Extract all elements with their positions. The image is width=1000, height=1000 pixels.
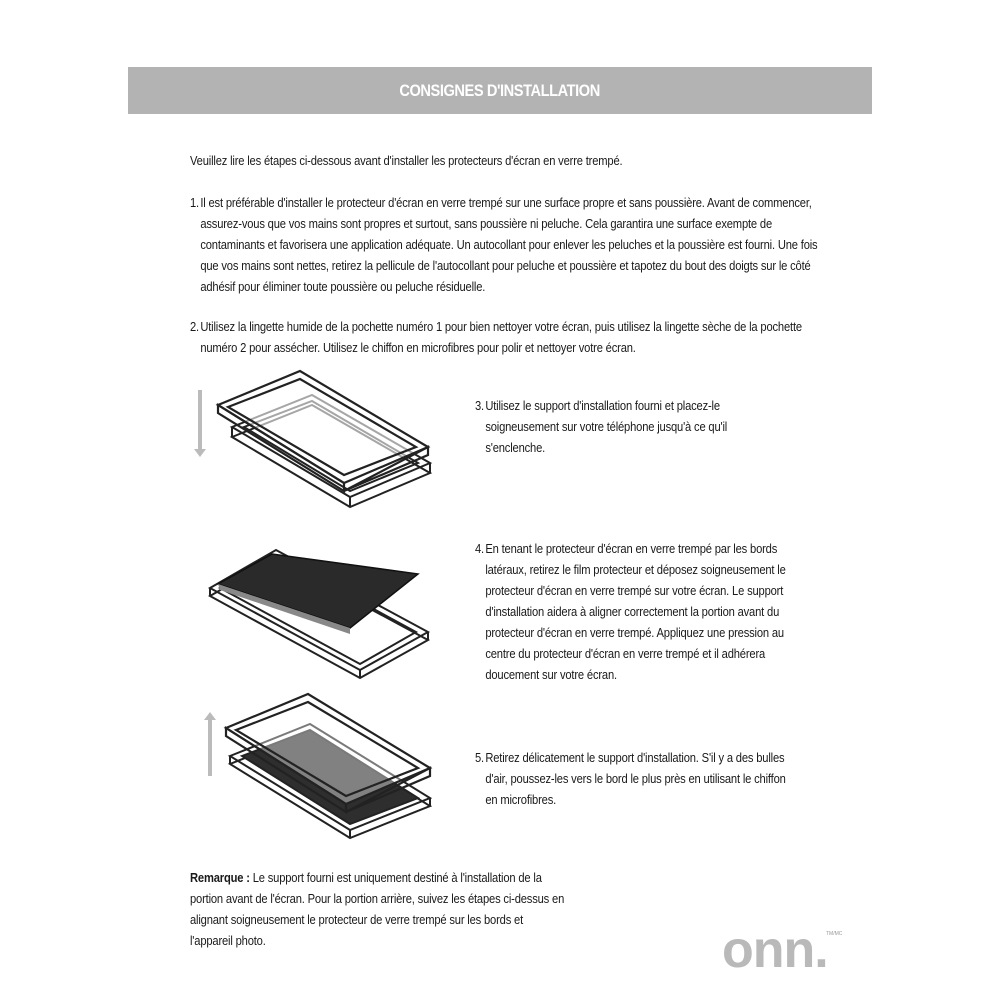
down-arrow-icon <box>194 390 206 457</box>
illustration-frame-removal <box>198 688 443 848</box>
up-arrow-icon <box>204 712 216 776</box>
page-title: CONSIGNES D'INSTALLATION <box>399 80 601 100</box>
step-5 <box>475 747 793 810</box>
step-text: Utilisez le support d'installation fourni et placez-le soigneusement sur votre téléphone jusqu'à ce qu'il s'enclenche. <box>485 398 728 455</box>
step-1 <box>190 192 826 297</box>
step-number: 3. <box>475 398 484 413</box>
trademark-mark: TM/MC <box>826 931 843 937</box>
note-text <box>190 867 568 951</box>
section-header <box>128 67 872 114</box>
step-number: 2. <box>190 319 199 334</box>
illustration-frame-placement <box>190 365 440 525</box>
note-body: Le support fourni est uniquement destiné à l'installation de la portion avant de l'écran. Pour la portion arrière, suivez les étapes ci-dessus en alignant soigneusement le protecteur de verre trempé sur les bords et l'appareil photo. <box>190 870 565 948</box>
step-text: En tenant le protecteur d'écran en verre trempé par les bords latéraux, retirez le film protecteur et déposez soigneusement le protecteur d'écran en verre trempé sur votre écran. Le support d'installation aidera à aligner correctement la portion avant du protecteur d'écran en verre trempé. Appliquez une pression au centre du protecteur d'écran en verre trempé et il adhérera doucement sur votre écran. <box>485 541 786 682</box>
brand-logo: onn. <box>722 921 828 979</box>
note-label: Remarque : <box>190 870 250 885</box>
step-text: Il est préférable d'installer le protecteur d'écran en verre trempé sur une surface propre et sans poussière. Avant de commencer, assurez-vous que vos mains sont propres et surtout, sans poussière ni peluche. Cela garantira une surface exempte de contaminants et favorisera une application adéquate. Un autocollant pour enlever les peluches et la poussière est fourni. Une fois que vos mains sont nettes, retirez la pellicule de l'autocollant pour peluche et poussière et tapotez du bout des doigts sur le côté adhésif pour éliminer toute poussière ou peluche résiduelle. <box>200 195 818 294</box>
step-3 <box>475 395 767 458</box>
step-number: 1. <box>190 195 199 210</box>
intro-text: Veuillez lire les étapes ci-dessous avant d'installer les protecteurs d'écran en verre trempé. <box>190 153 623 168</box>
step-2 <box>190 316 826 358</box>
step-text: Utilisez la lingette humide de la pochette numéro 1 pour bien nettoyer votre écran, puis utilisez la lingette sèche de la pochette numéro 2 pour assécher. Utilisez le chiffon en microfibres pour polir et nettoyer votre écran. <box>200 319 802 355</box>
step-4 <box>475 538 828 685</box>
step-text: Retirez délicatement le support d'installation. S'il y a des bulles d'air, poussez-les vers le bord le plus près en utilisant le chiffon en microfibres. <box>485 750 786 807</box>
step-number: 4. <box>475 541 484 556</box>
step-number: 5. <box>475 750 484 765</box>
illustration-glass-application <box>200 540 440 685</box>
